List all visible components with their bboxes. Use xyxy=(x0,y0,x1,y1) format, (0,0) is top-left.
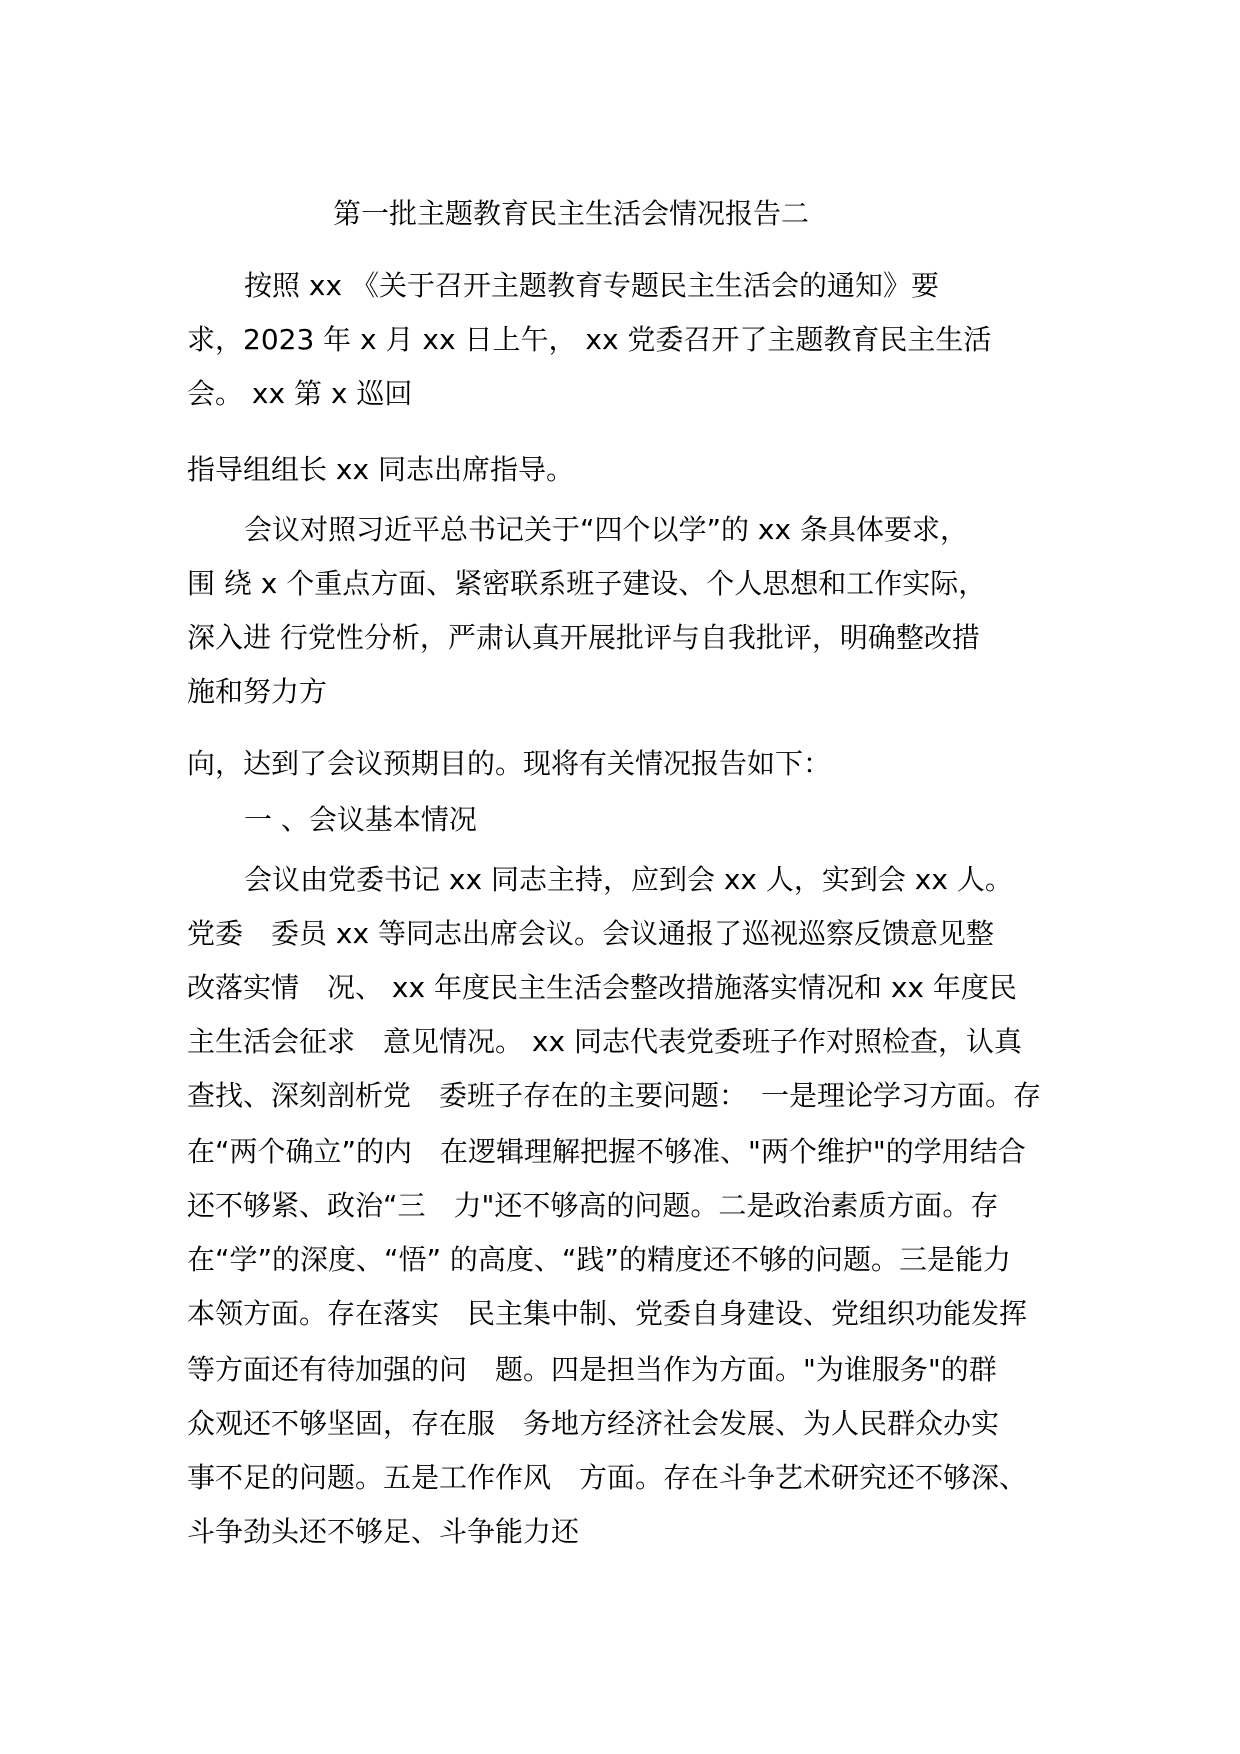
paragraph-line: 改落实情 况、 xx 年度民主生活会整改措施落实情况和 xx 年度民 xyxy=(187,971,1017,1004)
paragraph-line: 众观还不够坚固，存在服 务地方经济社会发展、为人民群众办实 xyxy=(187,1407,1000,1440)
paragraph-line: 围 绕 x 个重点方面、紧密联系班子建设、个人思想和工作实际， xyxy=(187,567,987,600)
paragraph-line: 在“两个确立”的内 在逻辑理解把握不够准、"两个维护"的学用结合 xyxy=(187,1135,1026,1168)
paragraph-line: 党委 委员 xx 等同志出席会议。会议通报了巡视巡察反馈意见整 xyxy=(187,917,994,950)
paragraph-line: 主生活会征求 意见情况。 xx 同志代表党委班子作对照检查，认真 xyxy=(187,1025,1022,1058)
paragraph-line: 会。 xx 第 x 巡回 xyxy=(187,377,413,410)
paragraph-line: 施和努力方 xyxy=(187,675,328,708)
paragraph-line: 会议由党委书记 xx 同志主持，应到会 xx 人，实到会 xx 人。 xyxy=(244,863,1013,896)
paragraph-line: 求，2023 年 x 月 xx 日上午， xx 党委召开了主题教育民主生活 xyxy=(187,323,992,356)
document-title: 第一批主题教育民主生活会情况报告二 xyxy=(333,197,810,230)
paragraph-line: 在“学”的深度、“悟” 的高度、“践”的精度还不够的问题。三是能力 xyxy=(187,1243,1011,1276)
paragraph-line: 向，达到了会议预期目的。现将有关情况报告如下： xyxy=(187,747,832,780)
paragraph-line: 还不够紧、政治“三 力"还不够高的问题。二是政治素质方面。存 xyxy=(187,1189,999,1222)
paragraph-line: 查找、深刻剖析党 委班子存在的主要问题： 一是理论学习方面。存 xyxy=(187,1079,1042,1112)
paragraph-line: 斗争劲头还不够足、斗争能力还 xyxy=(187,1515,580,1548)
paragraph-line: 深入进 行党性分析，严肃认真开展批评与自我批评，明确整改措 xyxy=(187,621,980,654)
section-heading: 一 、会议基本情况 xyxy=(244,803,477,836)
paragraph-line: 指导组组长 xx 同志出席指导。 xyxy=(187,453,574,486)
paragraph-line: 事不足的问题。五是工作作风 方面。存在斗争艺术研究还不够深、 xyxy=(187,1461,1028,1494)
paragraph-line: 本领方面。存在落实 民主集中制、党委自身建设、党组织功能发挥 xyxy=(187,1297,1028,1330)
paragraph-line: 等方面还有待加强的问 题。四是担当作为方面。"为谁服务"的群 xyxy=(187,1353,997,1386)
paragraph-line: 按照 xx 《关于召开主题教育专题民主生活会的通知》要 xyxy=(244,269,939,302)
paragraph-line: 会议对照习近平总书记关于“四个以学”的 xx 条具体要求， xyxy=(244,513,968,546)
